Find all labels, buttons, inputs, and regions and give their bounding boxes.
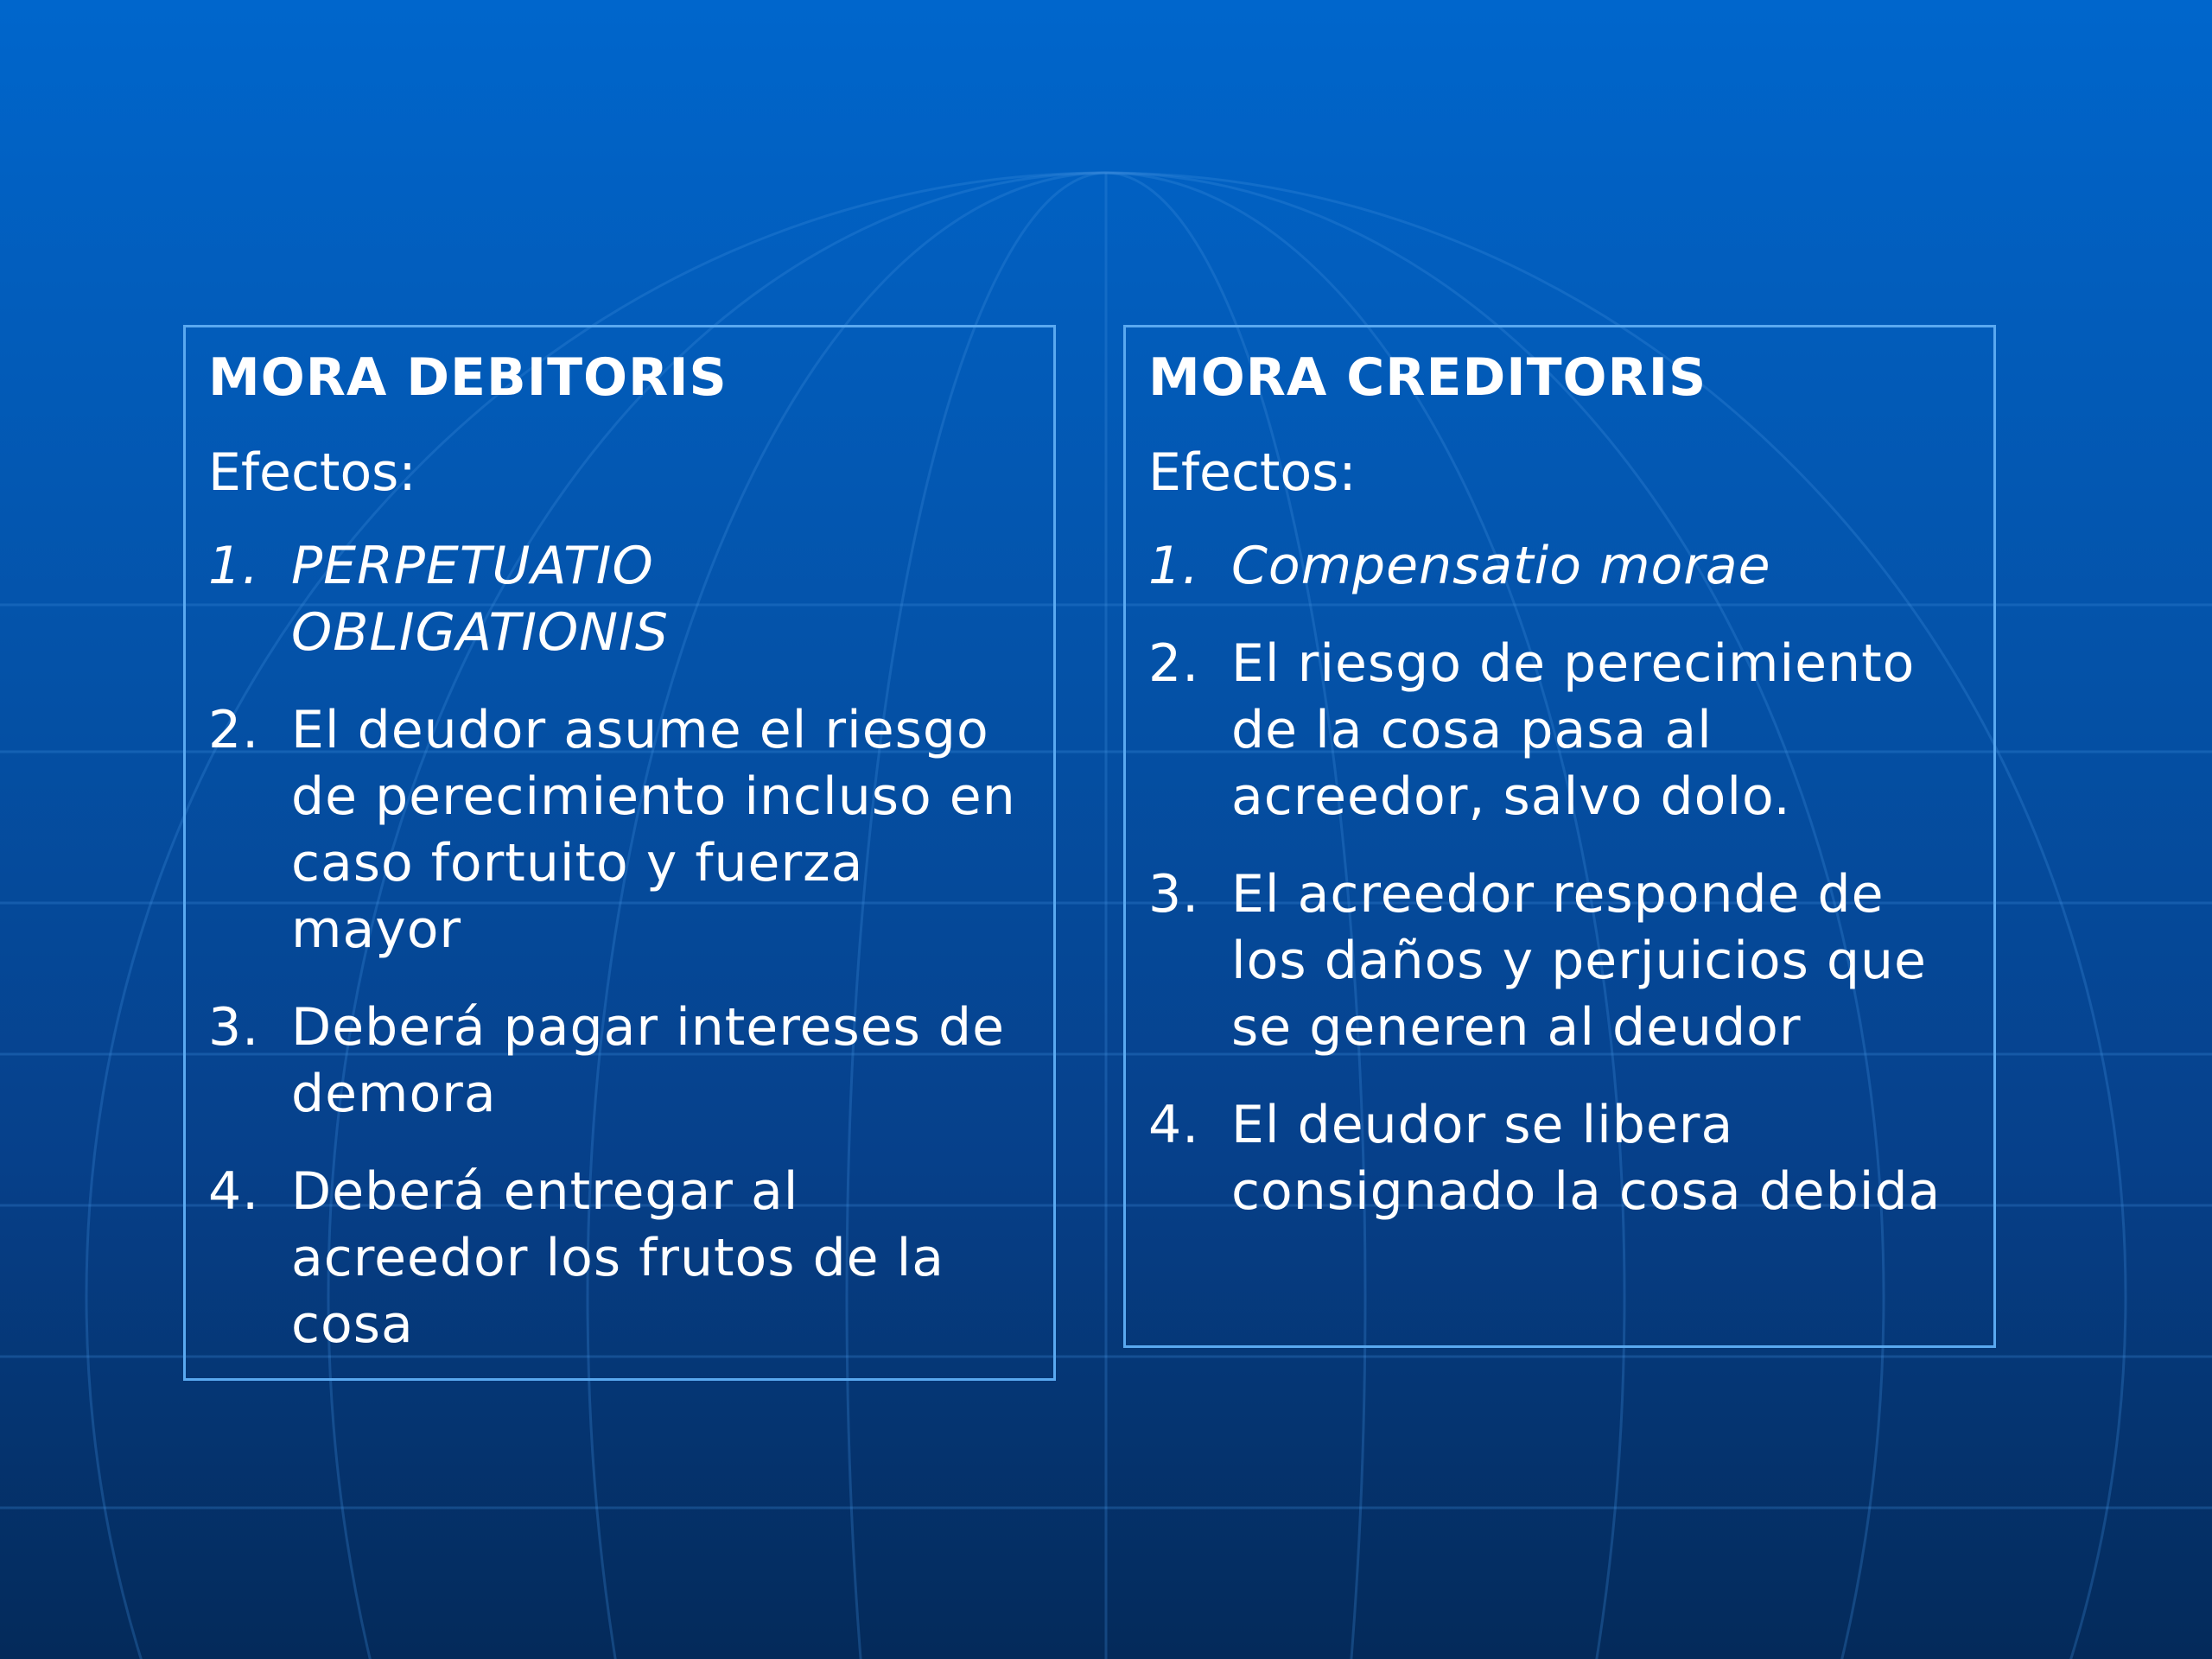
item-text: El acreedor responde de los daños y perjuicios que se generen al deudor [1231, 864, 1927, 1058]
mora-creditoris-box [1123, 325, 1996, 1348]
item-number: 2. [208, 700, 260, 760]
list-item [1148, 533, 1971, 600]
item-text: Deberá pagar intereses de demora [291, 997, 1005, 1124]
list-item [208, 995, 1031, 1128]
list-item [1148, 861, 1971, 1061]
box-subtitle: Efectos: [208, 442, 416, 503]
item-number: 2. [1148, 633, 1200, 694]
list-item [208, 533, 1031, 666]
box-title: MORA CREDITORIS [1148, 347, 1707, 408]
item-text: Compensatio morae [1231, 536, 1771, 596]
item-text: El riesgo de perecimiento de la cosa pasa al acreedor, salvo dolo. [1231, 633, 1916, 827]
item-text: El deudor asume el riesgo de perecimiento incluso en caso fortuito y fuerza mayor [291, 700, 1016, 960]
list-item [1148, 1092, 1971, 1225]
list-item [208, 1159, 1031, 1358]
box-subtitle: Efectos: [1148, 442, 1357, 503]
item-number: 1. [208, 536, 260, 596]
effects-list [208, 533, 1031, 1358]
item-number: 4. [208, 1161, 260, 1222]
item-text: PERPETUATIO OBLIGATIONIS [291, 536, 669, 663]
list-item [1148, 631, 1971, 830]
item-number: 4. [1148, 1095, 1200, 1155]
item-text: Deberá entregar al acreedor los frutos de la cosa [291, 1161, 945, 1355]
item-text: El deudor se libera consignado la cosa debida [1231, 1095, 1942, 1222]
list-item [208, 697, 1031, 963]
item-number: 1. [1148, 536, 1200, 596]
effects-list [1148, 533, 1971, 1225]
mora-debitoris-box [183, 325, 1056, 1381]
box-title: MORA DEBITORIS [208, 347, 728, 408]
item-number: 3. [208, 997, 260, 1058]
item-number: 3. [1148, 864, 1200, 925]
